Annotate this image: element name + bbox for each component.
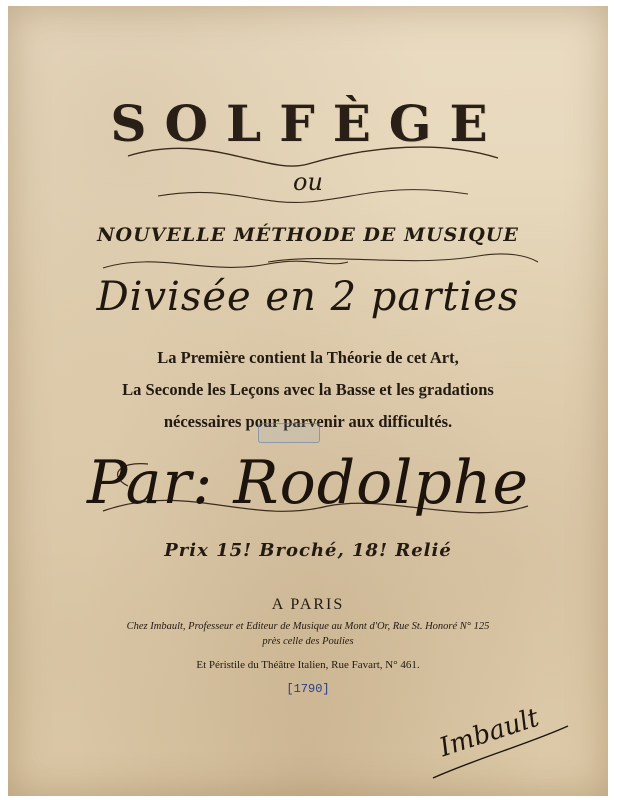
price-line: Prix 15! Broché, 18! Relié: [164, 540, 452, 561]
title-page: [8, 6, 608, 796]
publisher-address-3: Et Péristile du Théâtre Italien, Rue Favart, N° 461.: [196, 659, 420, 671]
description-line-3: nécessaires pour parvenir aux difficultés.: [163, 412, 453, 431]
work-title: SOLFÈGE: [110, 94, 506, 153]
flourish-right-divise: [268, 254, 538, 262]
publisher-address-2: près celle des Poulies: [262, 636, 354, 647]
flourish-left-divise: [103, 261, 348, 268]
place-of-publication: A PARIS: [271, 596, 345, 613]
division-heading: Divisée en 2 parties: [96, 274, 520, 320]
date-annotation-text: [1790]: [286, 682, 330, 696]
date-annotation: [8, 681, 608, 697]
description-line-2: La Seconde les Leçons avec la Basse et les gradations: [122, 380, 494, 399]
author-credit: Par: Rodolphe: [87, 448, 529, 518]
library-stamp: [258, 423, 320, 443]
subtitle: NOUVELLE MÉTHODE DE MUSIQUE: [97, 224, 519, 246]
publisher-address-1: Chez Imbault, Professeur et Editeur de Musique au Mont d'Or, Rue St. Honoré N° 125: [126, 621, 490, 632]
publisher-signature: Imbault: [435, 702, 543, 764]
description-line-1: La Première contient la Théorie de cet Art,: [157, 348, 459, 367]
conjunction-ou: ou: [293, 168, 323, 196]
